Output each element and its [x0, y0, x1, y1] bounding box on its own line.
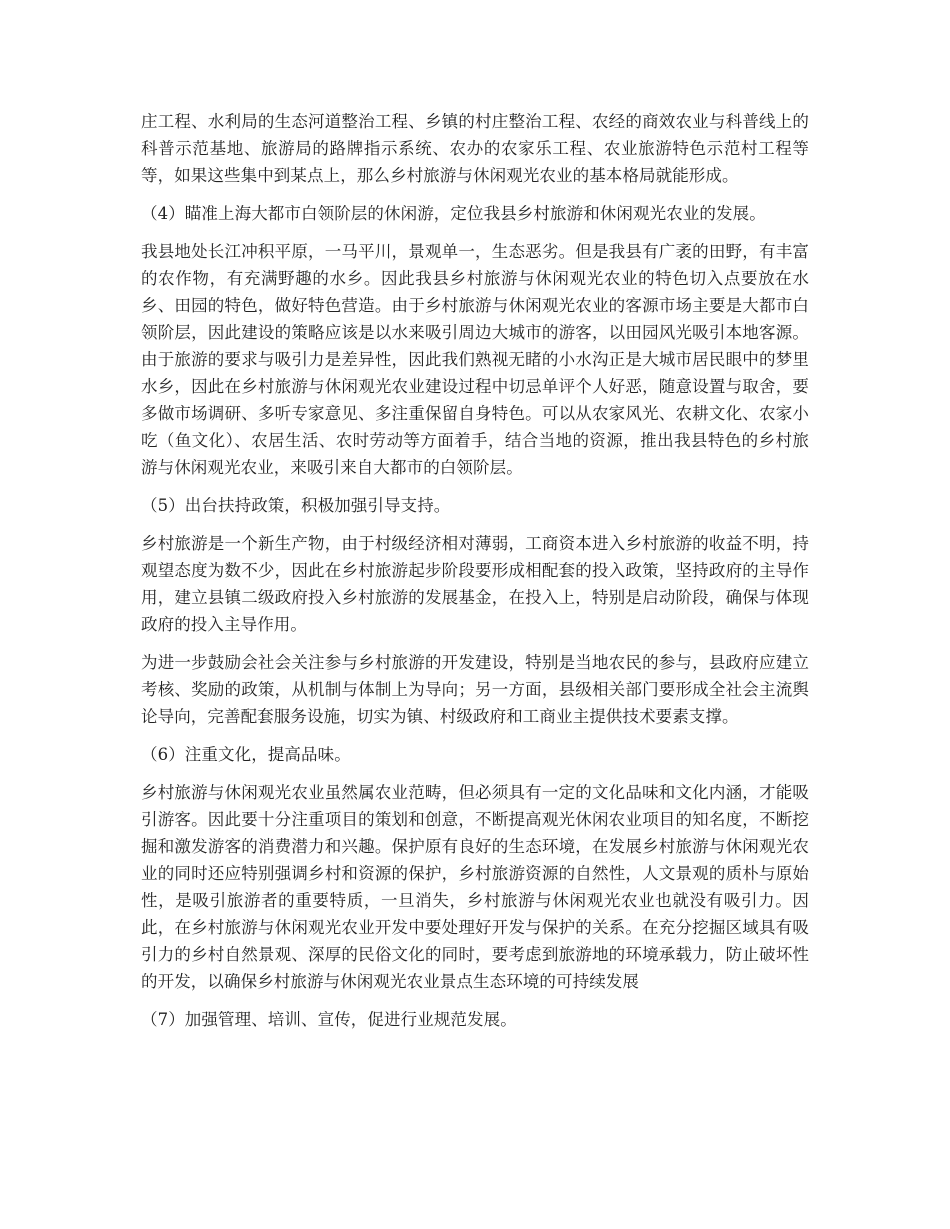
section-heading: （4）瞄准上海大都市白领阶层的休闲游，定位我县乡村旅游和休闲观光农业的发展。 — [141, 204, 766, 223]
section-heading: （5）出台扶持政策，积极加强引导支持。 — [141, 496, 451, 515]
document-page — [141, 108, 809, 1044]
body-paragraph: 乡村旅游是一个新生产物，由于村级经济相对薄弱，工商资本进入乡村旅游的收益不明，持观望态度为数不少，因此在乡村旅游起步阶段要形成相配套的投入政策，坚持政府的主导作用，建立县镇二级政府投入乡村旅游的发展基金，在投入上，特别是启动阶段，确保与体现政府的投入主导作用。 — [141, 534, 809, 634]
body-paragraph: 乡村旅游与休闲观光农业虽然属农业范畴，但必须具有一定的文化品味和文化内涵，才能吸引游客。因此要十分注重项目的策划和创意，不断提高观光休闲农业项目的知名度，不断挖掘和激发游客的消费潜力和兴趣。保护原有良好的生态环境，在发展乡村旅游与休闲观光农业的同时还应特别强调乡村和资源的保护，乡村旅游资源的自然性，人文景观的质朴与原始性，是吸引旅游者的重要特质，一旦消失，乡村旅游与休闲观光农业也就没有吸引力。因此，在乡村旅游与休闲观光农业开发中要处理好开发与保护的关系。在充分挖掘区域具有吸引力的乡村自然景观、深厚的民俗文化的同时，要考虑到旅游地的环境承载力，防止破坏性的开发，以确保乡村旅游与休闲观光农业景点生态环境的可持续发展 — [141, 783, 809, 991]
body-paragraph: 为进一步鼓励会社会关注参与乡村旅游的开发建设，特别是当地农民的参与，县政府应建立考核、奖励的政策，从机制与体制上为导向；另一方面，县级相关部门要形成全社会主流舆论导向，完善配套服务设施，切实为镇、村级政府和工商业主提供技术要素支撑。 — [141, 653, 809, 726]
section-heading: （6）注重文化，提高品味。 — [141, 745, 351, 764]
body-paragraph: 我县地处长江冲积平原，一马平川，景观单一，生态恶劣。但是我县有广袤的田野，有丰富的农作物，有充满野趣的水乡。因此我县乡村旅游与休闲观光农业的特色切入点要放在水乡、田园的特色，做好特色营造。由于乡村旅游与休闲观光农业的客源市场主要是大都市白领阶层，因此建设的策略应该是以水来吸引周边大城市的游客，以田园风光吸引本地客源。由于旅游的要求与吸引力是差异性，因此我们熟视无睹的小水沟正是大城市居民眼中的梦里水乡，因此在乡村旅游与休闲观光农业建设过程中切忌单评个人好恶，随意设置与取舍，要多做市场调研、多听专家意见、多注重保留自身特色。可以从农家风光、农耕文化、农家小吃（鱼文化）、农居生活、农时劳动等方面着手，结合当地的资源，推出我县特色的乡村旅游与休闲观光农业，来吸引来自大都市的白领阶层。 — [141, 242, 809, 477]
body-paragraph: 庄工程、水利局的生态河道整治工程、乡镇的村庄整治工程、农经的商效农业与科普线上的科普示范基地、旅游局的路牌指示系统、农办的农家乐工程、农业旅游特色示范村工程等等，如果这些集中到某点上，那么乡村旅游与休闲观光农业的基本格局就能形成。 — [141, 112, 809, 185]
section-heading: （7）加强管理、培训、宣传，促进行业规范发展。 — [141, 1010, 517, 1029]
